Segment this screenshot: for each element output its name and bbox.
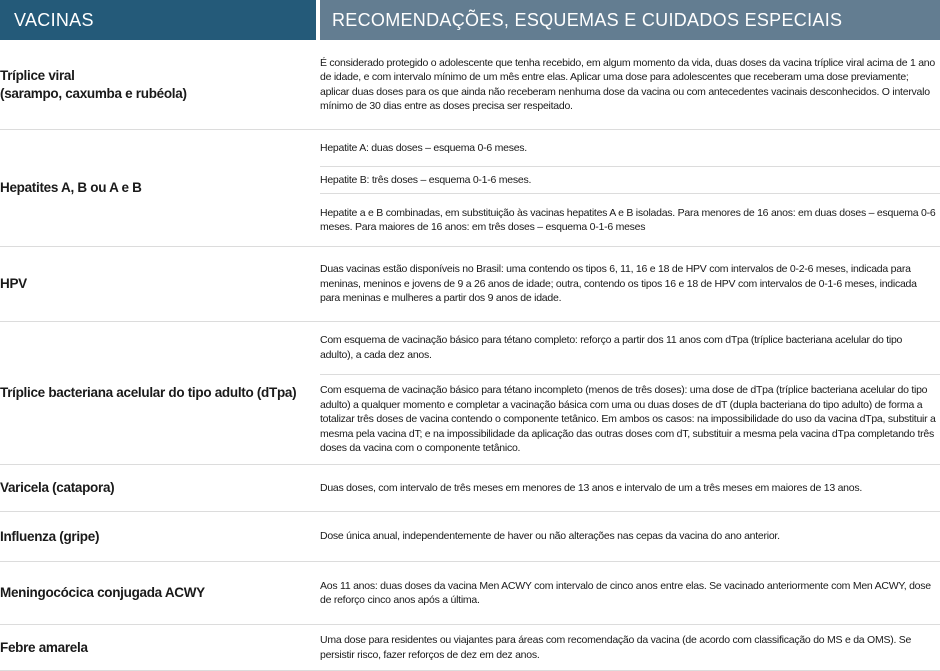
column-header-vacinas: VACINAS [0, 0, 316, 40]
recommendations-cell [320, 465, 940, 511]
recommendation-text: Hepatite a e B combinadas, em substituição às vacinas hepatites A e B isoladas. Para menores de 16 anos: em duas doses – esquema 0-6 meses. Para maiores de 16 anos: em três doses – esquema 0-1-6 meses [320, 193, 940, 246]
vaccine-name: HPV [0, 276, 27, 291]
vaccine-name: Febre amarela [0, 639, 88, 655]
recommendations-cell [320, 512, 940, 561]
vaccine-name: Meningocócica conjugada ACWY [0, 585, 205, 600]
recommendation-text: Com esquema de vacinação básico para tétano completo: reforço a partir dos 11 anos com dTpa (tríplice bacteriana acelular do tipo adulto), a cada dez anos. [320, 334, 903, 361]
table-row [0, 40, 940, 130]
recommendations-cell [320, 130, 940, 246]
recommendations-cell [320, 625, 940, 670]
table-row [0, 625, 940, 671]
recommendations-cell [320, 322, 940, 464]
vaccine-name: Hepatites A, B ou A e B [0, 180, 142, 195]
recommendation-text: Hepatite B: três doses – esquema 0-1-6 meses. [320, 166, 940, 194]
table-row [0, 322, 940, 465]
table-header [0, 0, 940, 40]
recommendation-text: Hepatite A: duas doses – esquema 0-6 meses. [320, 141, 527, 154]
table-body [0, 40, 940, 671]
recommendations-cell [320, 247, 940, 321]
table-row [0, 512, 940, 562]
table-row [0, 247, 940, 322]
column-header-recomendacoes: RECOMENDAÇÕES, ESQUEMAS E CUIDADOS ESPECIAIS [320, 0, 940, 40]
table-row [0, 465, 940, 512]
recommendation-text: Uma dose para residentes ou viajantes para áreas com recomendação da vacina (de acordo com classificação do MS e da OMS). Se persistir risco, fazer reforços de dez em dez anos. [320, 634, 912, 661]
recommendation-text: Duas vacinas estão disponíveis no Brasil: uma contendo os tipos 6, 11, 16 e 18 de HPV com intervalos de 0-2-6 meses, indicada para meninas, meninos e jovens de 9 a 26 anos de idade; outra, contendo os tipos 16 e 18 de HPV com intervalos de 0-1-6 meses, indicada para meninas e mulheres a partir dos 9 anos de idade. [320, 263, 917, 305]
recommendation-text: Com esquema de vacinação básico para tétano incompleto (menos de três doses): uma dose de dTpa (tríplice bacteriana acelular do tipo adulto) a qualquer momento e completar a vacinação básica com uma ou duas doses de dT (dupla bacteriana do tipo adulto) de forma a totalizar três doses de vacina contendo o componente tetânico. Em ambos os casos: na impossibilidade do uso da vacina dTpa, substituir a mesma pela vacina dT; e na impossibilidade da aplicação das outras doses com dT, substituir a mesma pela vacina dTpa completando três doses da vacina com o componente tetânico. [320, 374, 940, 464]
recommendations-cell [320, 40, 940, 129]
recommendation-text: Dose única anual, independentemente de haver ou não alterações nas cepas da vacina do ano anterior. [320, 530, 780, 543]
vaccine-name: Tríplice bacteriana acelular do tipo adulto (dTpa) [0, 385, 297, 400]
vaccine-name: Tríplice viral (sarampo, caxumba e rubéola) [0, 67, 187, 101]
recommendation-text: É considerado protegido o adolescente que tenha recebido, em algum momento da vida, duas doses da vacina tríplice viral acima de 1 ano de idade, e com intervalo mínimo de um mês entre elas. Aplicar uma dose para adolescentes que receberam uma dose previamente; aplicar duas doses para os que ainda não receberam nenhuma dose da vacina ou com antecedentes vacinais desconhecidos. O intervalo mínimo de 30 dias entre as doses precisa ser respeitado. [320, 56, 935, 112]
recommendation-text: Aos 11 anos: duas doses da vacina Men ACWY com intervalo de cinco anos entre elas. Se vacinado anteriormente com Men ACWY, dose de reforço cinco anos após a última. [320, 579, 931, 606]
vaccine-name: Influenza (gripe) [0, 528, 100, 544]
recommendation-text: Duas doses, com intervalo de três meses em menores de 13 anos e intervalo de um a três meses em maiores de 13 anos. [320, 481, 863, 494]
vaccine-name: Varicela (catapora) [0, 480, 115, 495]
recommendations-cell [320, 562, 940, 624]
table-row [0, 130, 940, 247]
table-row [0, 562, 940, 625]
